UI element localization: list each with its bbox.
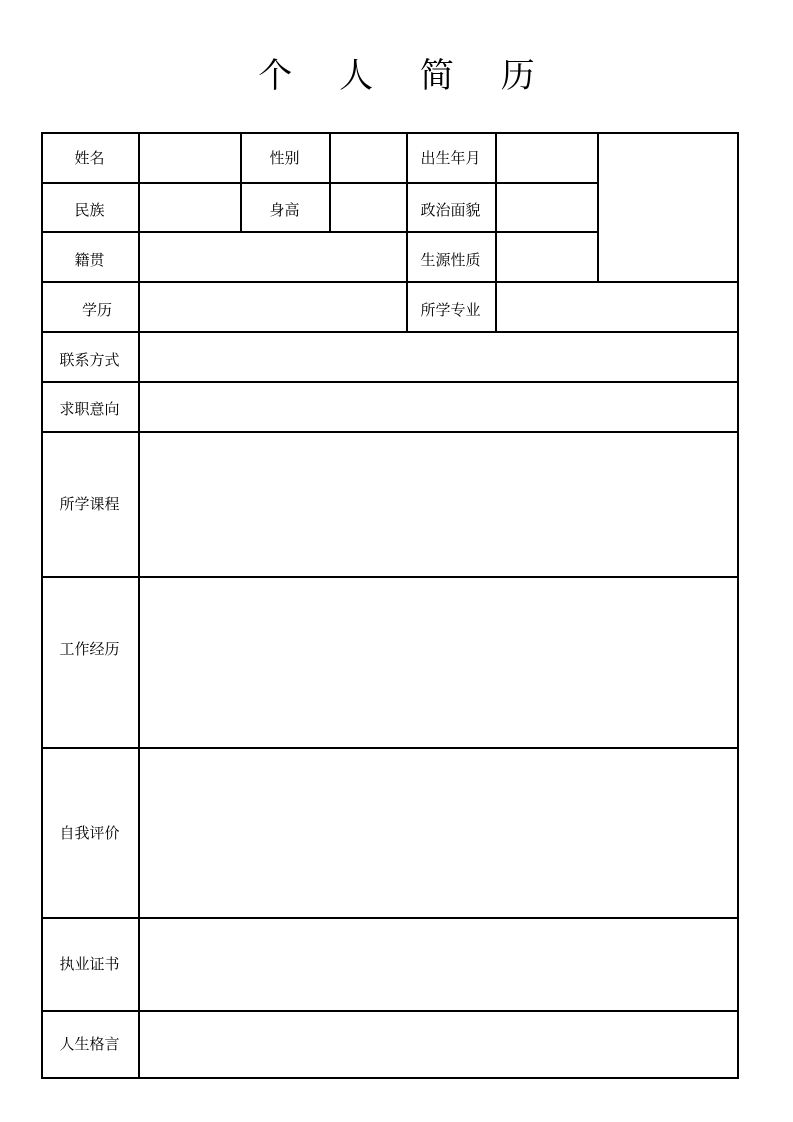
native-place-label: 籍贯	[74, 250, 105, 269]
height-field[interactable]	[330, 183, 406, 231]
job-intention-field[interactable]	[139, 382, 737, 431]
page-title: 个 人 简 历	[258, 56, 553, 96]
major-label: 所学专业	[420, 300, 481, 319]
motto-field[interactable]	[139, 1011, 737, 1077]
courses-label: 所学课程	[59, 495, 120, 513]
major-field[interactable]	[496, 282, 737, 331]
photo-area[interactable]	[598, 133, 737, 281]
name-label: 姓名	[74, 148, 105, 167]
gender-field[interactable]	[330, 133, 406, 182]
education-label: 学历	[81, 300, 112, 319]
gender-label: 性别	[269, 148, 300, 167]
education-field[interactable]	[139, 282, 406, 331]
work-experience-label: 工作经历	[59, 640, 120, 658]
certificates-field[interactable]	[139, 918, 737, 1010]
certificates-label: 执业证书	[59, 955, 120, 973]
ethnicity-field[interactable]	[139, 183, 240, 231]
birth-date-label: 出生年月	[420, 148, 481, 167]
height-label: 身高	[269, 200, 300, 219]
birth-date-field[interactable]	[496, 133, 597, 182]
job-intention-label: 求职意向	[59, 399, 120, 418]
student-source-field[interactable]	[496, 232, 597, 281]
political-status-field[interactable]	[496, 183, 597, 231]
name-field[interactable]	[139, 133, 240, 182]
native-place-field[interactable]	[139, 232, 406, 281]
courses-field[interactable]	[139, 432, 737, 576]
table-border-bottom	[41, 1077, 739, 1079]
contact-field[interactable]	[139, 332, 737, 381]
self-evaluation-label: 自我评价	[59, 823, 120, 842]
motto-label: 人生格言	[59, 1035, 120, 1053]
contact-label: 联系方式	[59, 350, 120, 369]
self-evaluation-field[interactable]	[139, 748, 737, 917]
ethnicity-label: 民族	[74, 200, 105, 219]
student-source-label: 生源性质	[420, 250, 481, 269]
political-status-label: 政治面貌	[420, 200, 481, 219]
work-experience-field[interactable]	[139, 577, 737, 747]
table-border-right	[737, 132, 739, 1078]
